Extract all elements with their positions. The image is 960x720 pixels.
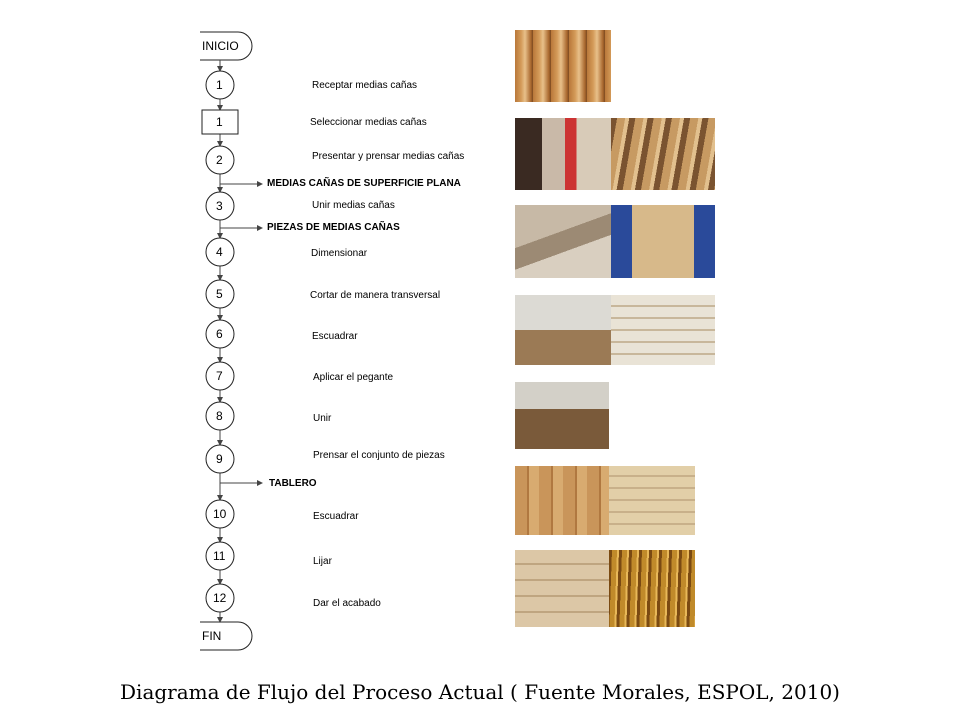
- step-number: 12: [213, 591, 227, 605]
- photo-raw-board: [515, 550, 609, 627]
- photo-pressed-canes: [611, 118, 715, 190]
- step-number: 9: [216, 452, 223, 466]
- step-label: Unir medias cañas: [312, 200, 395, 211]
- step-number: 10: [213, 507, 227, 521]
- photo-sanding: [609, 466, 695, 535]
- end-terminal-text: FIN: [202, 629, 222, 643]
- step-number: 5: [216, 287, 223, 301]
- start-terminal-text: INICIO: [202, 39, 239, 53]
- step-number: 7: [216, 369, 223, 383]
- output-label: TABLERO: [269, 478, 317, 489]
- photo-square-tool: [515, 466, 609, 535]
- step-label: Dimensionar: [311, 248, 368, 259]
- step-label: Escuadrar: [312, 331, 358, 342]
- step-label: Cortar de manera transversal: [310, 290, 441, 301]
- step-number: 1: [216, 115, 223, 129]
- step-number: 3: [216, 199, 223, 213]
- photo-finished-board: [609, 550, 695, 627]
- step-number: 2: [216, 153, 223, 167]
- step-number: 8: [216, 409, 223, 423]
- photo-measuring: [515, 205, 611, 278]
- figure-caption: Diagrama de Flujo del Proceso Actual ( Fuente Morales, ESPOL, 2010): [120, 680, 840, 704]
- photo-half-canes: [515, 30, 611, 102]
- output-label: MEDIAS CAÑAS DE SUPERFICIE PLANA: [267, 178, 461, 189]
- step-number: 6: [216, 327, 223, 341]
- step-label: Prensar el conjunto de piezas: [313, 450, 445, 461]
- step-label: Receptar medias cañas: [312, 80, 418, 91]
- step-label: Aplicar el pegante: [313, 372, 394, 383]
- photo-sawing: [611, 205, 715, 278]
- step-label: Dar el acabado: [313, 598, 381, 609]
- output-label: PIEZAS DE MEDIAS CAÑAS: [267, 222, 400, 233]
- step-label: Seleccionar medias cañas: [310, 117, 427, 128]
- step-label: Lijar: [313, 556, 332, 567]
- step-label: Escuadrar: [313, 511, 359, 522]
- photo-glue: [611, 295, 715, 365]
- step-label: Unir: [313, 413, 332, 424]
- photo-press-assembly: [515, 382, 609, 449]
- step-number: 4: [216, 245, 223, 259]
- step-number: 1: [216, 78, 223, 92]
- step-label: Presentar y prensar medias cañas: [312, 151, 465, 162]
- photo-press-worker: [515, 118, 611, 190]
- step-number: 11: [213, 549, 226, 563]
- photo-squaring: [515, 295, 611, 365]
